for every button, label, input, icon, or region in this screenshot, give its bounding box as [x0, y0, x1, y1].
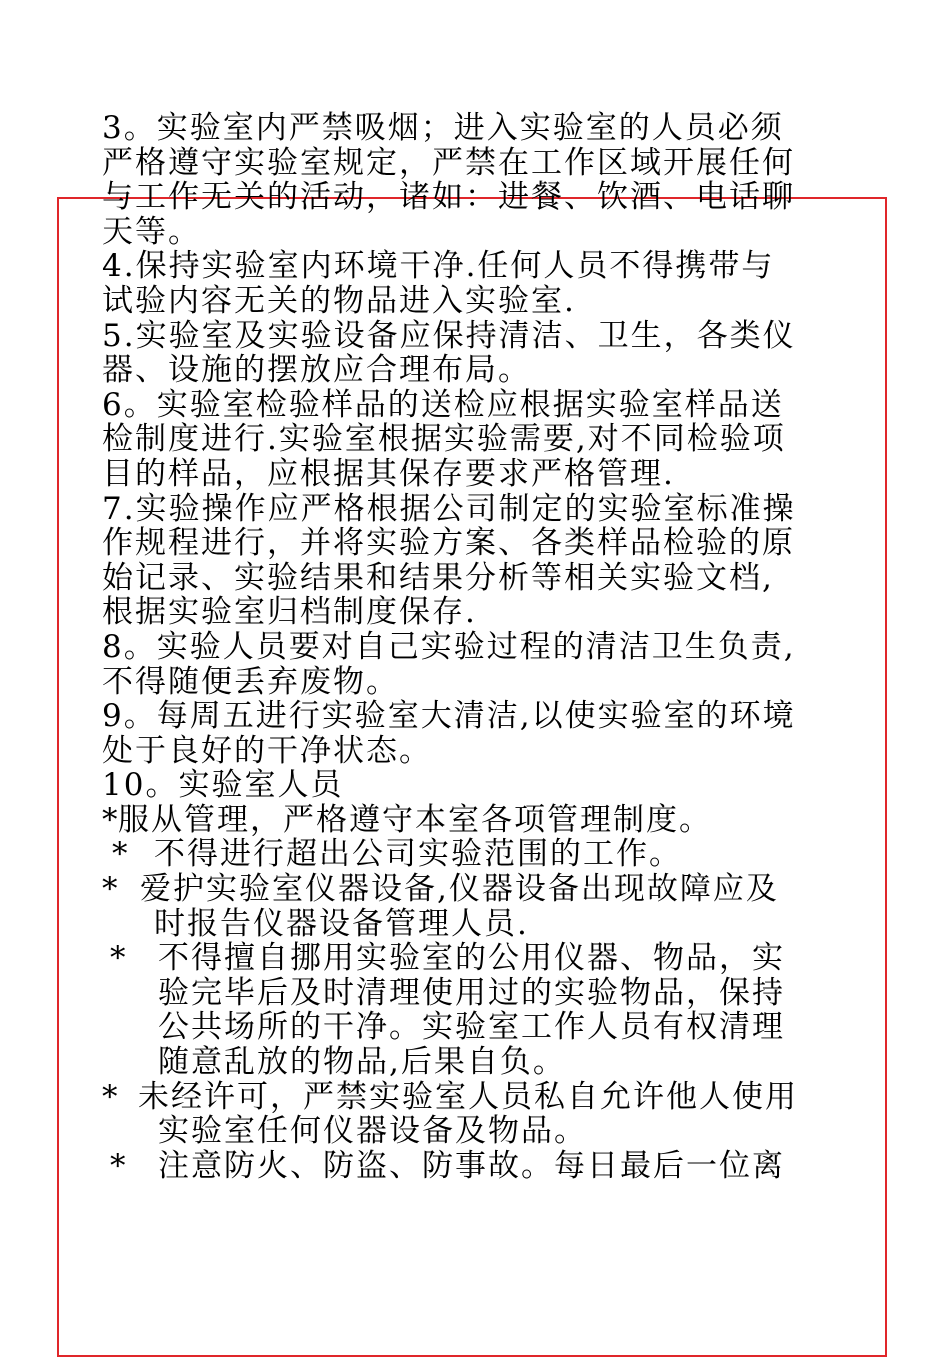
text-line: 实验室任何仪器设备及物品。: [158, 1113, 587, 1150]
text-line: 6。实验室检验样品的送检应根据实验室样品送: [102, 386, 784, 423]
text-line: 4.保持实验室内环境干净.任何人员不得携带与: [102, 248, 775, 285]
rule-item-8: [102, 630, 862, 699]
rule-item-6: [102, 388, 862, 492]
text-line: 不得擅自挪用实验室的公用仪器、物品，实: [158, 940, 785, 977]
text-line: 7.实验操作应严格根据公司制定的实验室标准操: [102, 490, 796, 527]
text-line: 检制度进行.实验室根据实验需要,对不同检验项: [102, 421, 786, 458]
text-line: 目的样品，应根据其保存要求严格管理.: [102, 455, 675, 492]
text-line: 与工作无关的活动，诸如：进餐、饮酒、电话聊: [102, 179, 795, 216]
text-line: 10。实验室人员: [102, 767, 344, 804]
bullet-star-icon: *: [102, 1078, 120, 1115]
rule-item-4: [102, 249, 862, 318]
text-line: 8。实验人员要对自己实验过程的清洁卫生负责,: [102, 628, 796, 665]
text-line: 公共场所的干净。实验室工作人员有权清理: [158, 1009, 785, 1046]
text-line: 注意防火、防盗、防事故。每日最后一位离: [158, 1147, 785, 1184]
rule-item-7: [102, 492, 862, 630]
bullet-item: [102, 1080, 862, 1149]
bullet-star-icon: *: [110, 940, 128, 977]
rule-item-5: [102, 319, 862, 388]
rule-item-3: [102, 111, 862, 249]
text-line: 始记录、实验结果和结果分析等相关实验文档,: [102, 559, 774, 596]
bullet-star-icon: *: [112, 836, 130, 873]
text-line: 服从管理，严格遵守本室各项管理制度。: [118, 801, 712, 838]
bullet-item: [102, 941, 862, 1079]
text-line: 时报告仪器设备管理人员.: [154, 905, 529, 942]
bullet-item: [102, 837, 862, 872]
bullet-item: [102, 872, 862, 941]
bullet-item: [102, 1149, 862, 1184]
document-body: [102, 111, 862, 1183]
text-line: 根据实验室归档制度保存.: [102, 594, 477, 631]
text-line: 未经许可，严禁实验室人员私自允许他人使用: [138, 1078, 798, 1115]
text-line: 不得进行超出公司实验范围的工作。: [154, 836, 682, 873]
text-line: 天等。: [102, 213, 201, 250]
bullet-star-icon: *: [110, 1147, 128, 1184]
text-line: 作规程进行，并将实验方案、各类样品检验的原: [102, 525, 795, 562]
rule-item-9: [102, 699, 862, 768]
text-line: 严格遵守实验室规定，严禁在工作区域开展任何: [102, 144, 795, 181]
text-line: 处于良好的干净状态。: [102, 732, 432, 769]
text-line: 不得随便丢弃废物。: [102, 663, 399, 700]
rule-item-10: [102, 768, 862, 803]
bullet-star-icon: *: [102, 871, 120, 908]
bullet-star-icon: *: [102, 801, 120, 838]
text-line: 器、设施的摆放应合理布局。: [102, 352, 531, 389]
text-line: 试验内容无关的物品进入实验室.: [102, 282, 576, 319]
text-line: 9。每周五进行实验室大清洁,以使实验室的环境: [102, 698, 796, 735]
text-line: 3。实验室内严禁吸烟；进入实验室的人员必须: [102, 110, 784, 146]
text-line: 5.实验室及实验设备应保持清洁、卫生，各类仪: [102, 317, 796, 354]
text-line: 爱护实验室仪器设备,仪器设备出现故障应及: [140, 871, 779, 908]
bullet-item: [102, 803, 862, 838]
text-line: 验完毕后及时清理使用过的实验物品，保持: [158, 974, 785, 1011]
text-line: 随意乱放的物品,后果自负。: [158, 1044, 566, 1081]
